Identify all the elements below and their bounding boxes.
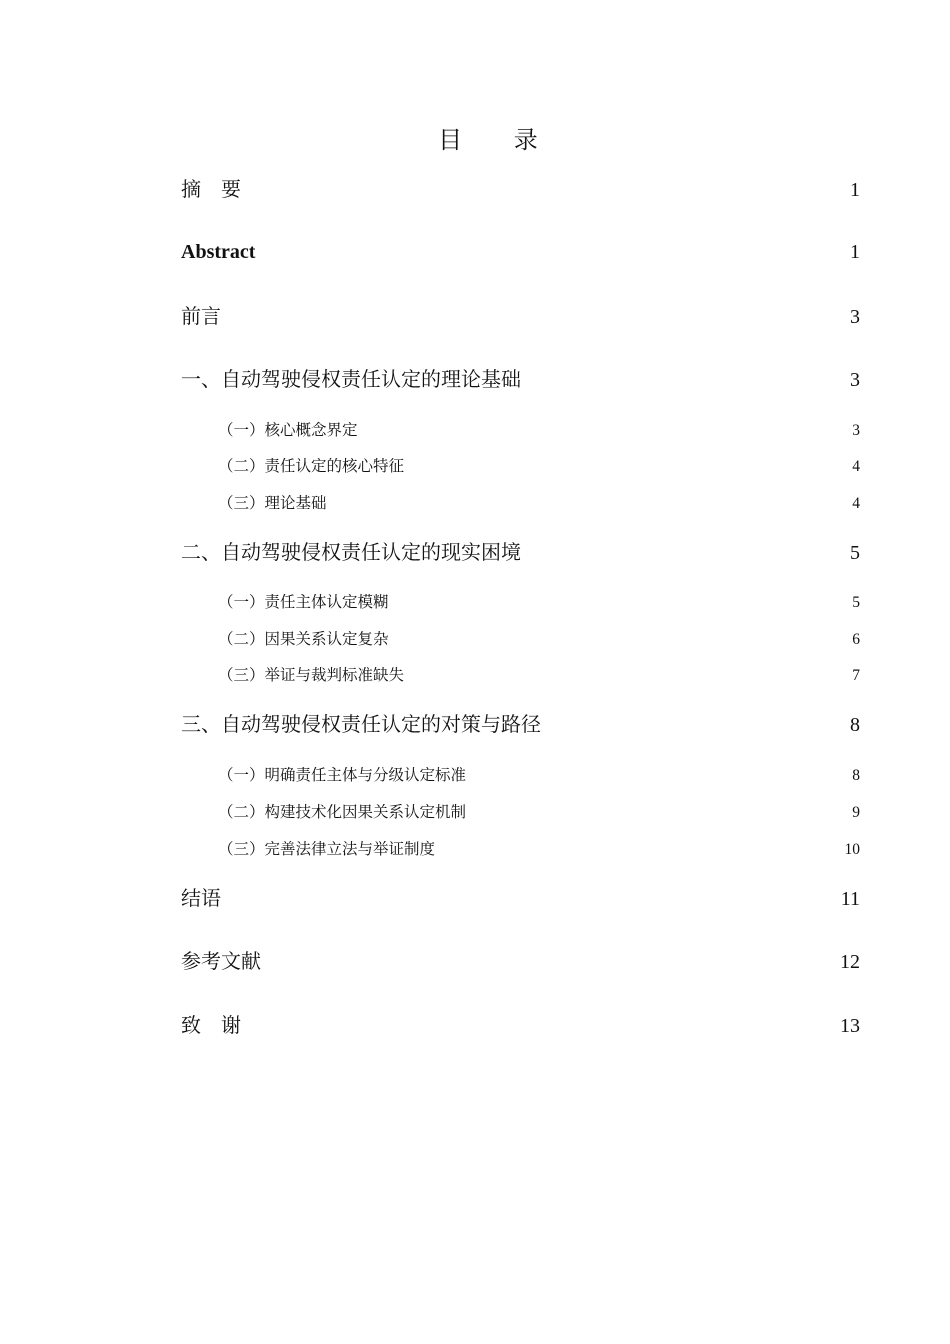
toc-entry-label: （一）核心概念界定 (218, 421, 358, 439)
toc-entry-label: （二）责任认定的核心特征 (218, 457, 405, 475)
toc-entry-page: 8 (850, 714, 860, 736)
toc-entry-abstract-cn[interactable] (181, 175, 860, 204)
toc-entry-label: Abstract (181, 241, 256, 263)
toc-entry-page: 13 (840, 1015, 860, 1037)
toc-entry-label: 结语 (181, 886, 221, 910)
toc-entry-preface[interactable] (181, 302, 860, 331)
toc-entry-page: 1 (850, 241, 860, 263)
toc-entry-label: 前言 (181, 304, 221, 328)
toc-entry-page: 8 (852, 767, 860, 784)
toc-entry-section-3-3[interactable] (218, 838, 860, 861)
toc-entry-chapter-2[interactable] (181, 538, 860, 567)
toc-entry-page: 9 (852, 804, 860, 821)
toc-entry-section-2-1[interactable] (218, 591, 860, 614)
toc-entry-label: （二）因果关系认定复杂 (218, 630, 389, 648)
toc-entry-page: 10 (844, 841, 860, 858)
toc-entry-label: 三、自动驾驶侵权责任认定的对策与路径 (181, 712, 541, 736)
toc-entry-label: （三）理论基础 (218, 494, 327, 512)
toc-entry-page: 3 (852, 422, 860, 439)
toc-entry-section-1-3[interactable] (218, 492, 860, 515)
toc-entry-label: （三）举证与裁判标准缺失 (218, 666, 405, 684)
toc-entry-label: 参考文献 (181, 949, 261, 973)
toc-entry-section-1-1[interactable] (218, 419, 860, 442)
toc-entry-label: 二、自动驾驶侵权责任认定的现实困境 (181, 540, 521, 564)
toc-entry-page: 5 (850, 542, 860, 564)
toc-entry-chapter-3[interactable] (181, 710, 860, 739)
toc-entry-page: 12 (840, 951, 860, 973)
page-title: 目 录 (438, 126, 560, 154)
toc-entry-label: （一）明确责任主体与分级认定标准 (218, 766, 467, 784)
toc-entry-label: （三）完善法律立法与举证制度 (218, 840, 436, 858)
toc-entry-page: 5 (852, 594, 860, 611)
toc-entry-page: 7 (852, 667, 860, 684)
toc-entry-label: 致 谢 (181, 1013, 241, 1037)
toc-entry-conclusion[interactable] (181, 884, 860, 913)
toc-entry-label: 摘 要 (181, 177, 241, 201)
toc-entry-page: 3 (850, 369, 860, 391)
toc-entry-references[interactable] (181, 947, 860, 976)
toc-entry-section-1-2[interactable] (218, 455, 860, 478)
toc-entry-page: 3 (850, 306, 860, 328)
toc-entry-section-2-3[interactable] (218, 664, 860, 687)
toc-entry-page: 1 (850, 179, 860, 201)
toc-entry-section-2-2[interactable] (218, 628, 860, 651)
toc-entry-label: （一）责任主体认定模糊 (218, 593, 389, 611)
toc-entry-label: （二）构建技术化因果关系认定机制 (218, 803, 467, 821)
toc-entry-section-3-2[interactable] (218, 801, 860, 824)
toc-entry-abstract-en[interactable] (181, 238, 860, 266)
toc-entry-acknowledgements[interactable] (181, 1011, 860, 1040)
toc-entry-section-3-1[interactable] (218, 764, 860, 787)
toc-entry-page: 6 (852, 631, 860, 648)
toc-entry-page: 4 (852, 458, 860, 475)
toc-entry-page: 4 (852, 495, 860, 512)
toc-entry-label: 一、自动驾驶侵权责任认定的理论基础 (181, 367, 521, 391)
toc-entry-page: 11 (840, 888, 860, 910)
toc-entry-chapter-1[interactable] (181, 365, 860, 394)
